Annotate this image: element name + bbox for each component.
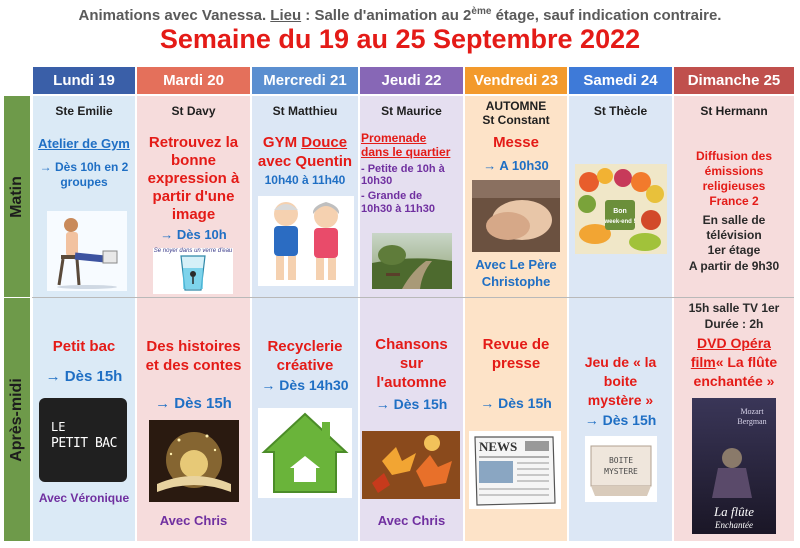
- weekend-text-2: week-end !: [604, 219, 636, 225]
- activity-line-2: boite: [603, 373, 638, 389]
- duration-line: Durée : 2h: [704, 317, 764, 331]
- detail-line-4: 10h30 à 11h30: [361, 202, 436, 215]
- animator-name: Avec Chris: [377, 513, 446, 528]
- officiant-line-2: Christophe: [481, 274, 551, 289]
- day-header-tuesday: Mardi 20: [137, 67, 250, 94]
- place-line-1: En salle de: [702, 213, 766, 227]
- activity-line-3: l'automne: [376, 374, 447, 391]
- activity-line-2: sur: [399, 355, 424, 372]
- glowing-book-image: [149, 420, 239, 502]
- place-line-3: 1er étage: [707, 243, 761, 257]
- activity-time: → A 10h30: [483, 158, 549, 173]
- activity-line-1: Des histoires: [146, 338, 241, 355]
- autumn-leaves-image: [362, 431, 460, 499]
- afternoon-friday-cell: [465, 298, 567, 541]
- activity-time: 10h40 à 11h40: [264, 173, 346, 187]
- activity-line-1: Diffusion des: [695, 149, 772, 163]
- activity-line-1: Promenade: [361, 131, 427, 145]
- activity-title: Atelier de Gym: [38, 136, 130, 151]
- morning-sunday-cell: [674, 96, 794, 297]
- activity-line-4: France 2: [709, 194, 759, 208]
- morning-friday-cell: [465, 96, 567, 297]
- saint-name: St Maurice: [381, 104, 442, 118]
- activity-line-1: Revue de: [482, 336, 550, 353]
- activity-time: A partir de 9h30: [688, 259, 780, 273]
- activity-line-3: mystère »: [587, 392, 654, 408]
- newspaper-title: NEWS: [479, 439, 518, 454]
- activity-line-1: Chansons: [375, 336, 448, 353]
- drowning-glass-image: [153, 248, 233, 294]
- activity-time-line2: groupes: [60, 175, 108, 189]
- row-label-afternoon: Après-midi: [4, 298, 30, 541]
- activity-line-2: presse: [491, 355, 541, 372]
- place-line-2: télévision: [706, 228, 762, 242]
- activity-line-1: GYM Douce: [262, 134, 348, 151]
- park-path-photo: [372, 233, 452, 289]
- poster-text-1: Mozart: [740, 407, 764, 416]
- flute-enchantee-poster: [692, 398, 776, 534]
- activity-time: → Dès 15h: [45, 368, 123, 385]
- activity-time: → Dès 15h: [375, 396, 448, 412]
- afternoon-sunday-cell: [674, 298, 794, 541]
- activity-line-1: Retrouvez la: [148, 134, 239, 151]
- activity-line-3: enchantée »: [693, 373, 775, 389]
- detail-line-3: - Grande de: [361, 189, 423, 202]
- afternoon-wednesday-cell: [252, 298, 358, 541]
- activity-title: Messe: [493, 134, 539, 151]
- activity-line-4: partir d'une: [152, 188, 235, 205]
- activity-line-2: dans le quartier: [361, 144, 451, 159]
- morning-saturday-cell: [569, 96, 672, 297]
- praying-hands-photo: [472, 180, 560, 252]
- activity-line-1: DVD Opéra: [697, 335, 771, 351]
- bon-weekend-flowers-image: [575, 164, 667, 254]
- glass-icon: [153, 254, 233, 292]
- morning-wednesday-cell: [252, 96, 358, 297]
- animator-name: Avec Véronique: [38, 491, 130, 505]
- afternoon-monday-cell: [33, 298, 135, 541]
- header-subtitle: Animations avec Vanessa. Lieu : Salle d'animation au 2ème étage, sauf indication contraire.: [78, 6, 722, 24]
- box-text-1: BOITE: [608, 456, 634, 465]
- saint-name: St Thècle: [593, 104, 648, 118]
- petit-bac-image: [39, 398, 127, 482]
- day-header-wednesday: Mercredi 21: [252, 67, 358, 94]
- activity-line-2: émissions: [704, 164, 764, 178]
- activity-time: → Dès 15h: [584, 412, 657, 428]
- activity-line-2: film« La flûte: [690, 354, 778, 370]
- saint-name: St Constant: [482, 113, 550, 127]
- activity-time: → Dès 15h: [155, 395, 232, 412]
- day-header-friday: Vendredi 23: [465, 67, 567, 94]
- petit-bac-text-1: LE: [51, 420, 66, 434]
- box-text-2: MYSTERE: [604, 467, 638, 476]
- day-header-sunday: Dimanche 25: [674, 67, 794, 94]
- elderly-couple-illustration: [258, 196, 354, 286]
- activity-line-2: avec Quentin: [257, 153, 353, 170]
- saint-name: St Davy: [171, 104, 216, 118]
- day-header-thursday: Jeudi 22: [360, 67, 463, 94]
- season-label: AUTOMNE: [485, 99, 547, 113]
- image-caption: Se noyer dans un verre d'eau: [153, 248, 233, 254]
- mystery-box-image: [585, 436, 657, 502]
- poster-text-3: La flûte: [713, 504, 755, 519]
- officiant-line-1: Avec Le Père: [475, 257, 557, 272]
- activity-line-1: Recyclerie: [267, 338, 343, 355]
- newspaper-icon: [469, 431, 561, 509]
- exercise-illustration: [47, 211, 127, 291]
- place-line: 15h salle TV 1er: [688, 301, 780, 315]
- activity-time: → Dès 15h: [480, 395, 552, 411]
- afternoon-tuesday-cell: [137, 298, 250, 541]
- activity-time: → Dès 10h en 2: [39, 160, 129, 174]
- activity-line-5: image: [171, 206, 216, 223]
- row-label-morning: Matin: [4, 96, 30, 297]
- activity-line-1: Jeu de « la: [584, 354, 657, 370]
- detail-line-2: 10h30: [361, 175, 393, 188]
- saint-name: St Hermann: [700, 104, 768, 118]
- activity-time: → Dès 10h: [160, 227, 227, 242]
- detail-line-1: - Petite de 10h à: [361, 162, 445, 175]
- day-header-saturday: Samedi 24: [569, 67, 672, 94]
- activity-line-3: religieuses: [702, 179, 766, 193]
- day-header-monday: Lundi 19: [33, 67, 135, 94]
- activity-title: Petit bac: [52, 338, 116, 355]
- activity-line-2: et des contes: [145, 357, 242, 374]
- activity-time: → Dès 14h30: [261, 377, 349, 393]
- saint-name: Ste Emilie: [55, 104, 113, 118]
- activity-line-2: bonne: [171, 152, 216, 169]
- saint-name: St Matthieu: [272, 104, 338, 118]
- activity-line-2: créative: [276, 357, 334, 374]
- morning-tuesday-cell: [137, 96, 250, 297]
- page-title: Semaine du 19 au 25 Septembre 2022: [159, 24, 641, 54]
- afternoon-thursday-cell: [360, 298, 463, 541]
- afternoon-saturday-cell: [569, 298, 672, 541]
- poster-text-2: Bergman: [737, 417, 767, 426]
- morning-monday-cell: [33, 96, 135, 297]
- poster-text-4: Enchantée: [715, 520, 753, 530]
- morning-thursday-cell: [360, 96, 463, 297]
- weekend-text-1: Bon: [613, 208, 627, 215]
- animator-name: Avec Chris: [159, 513, 228, 528]
- green-house-image: [258, 408, 352, 498]
- activity-line-3: expression à: [147, 170, 240, 187]
- petit-bac-text-2: PETIT BAC: [51, 436, 117, 451]
